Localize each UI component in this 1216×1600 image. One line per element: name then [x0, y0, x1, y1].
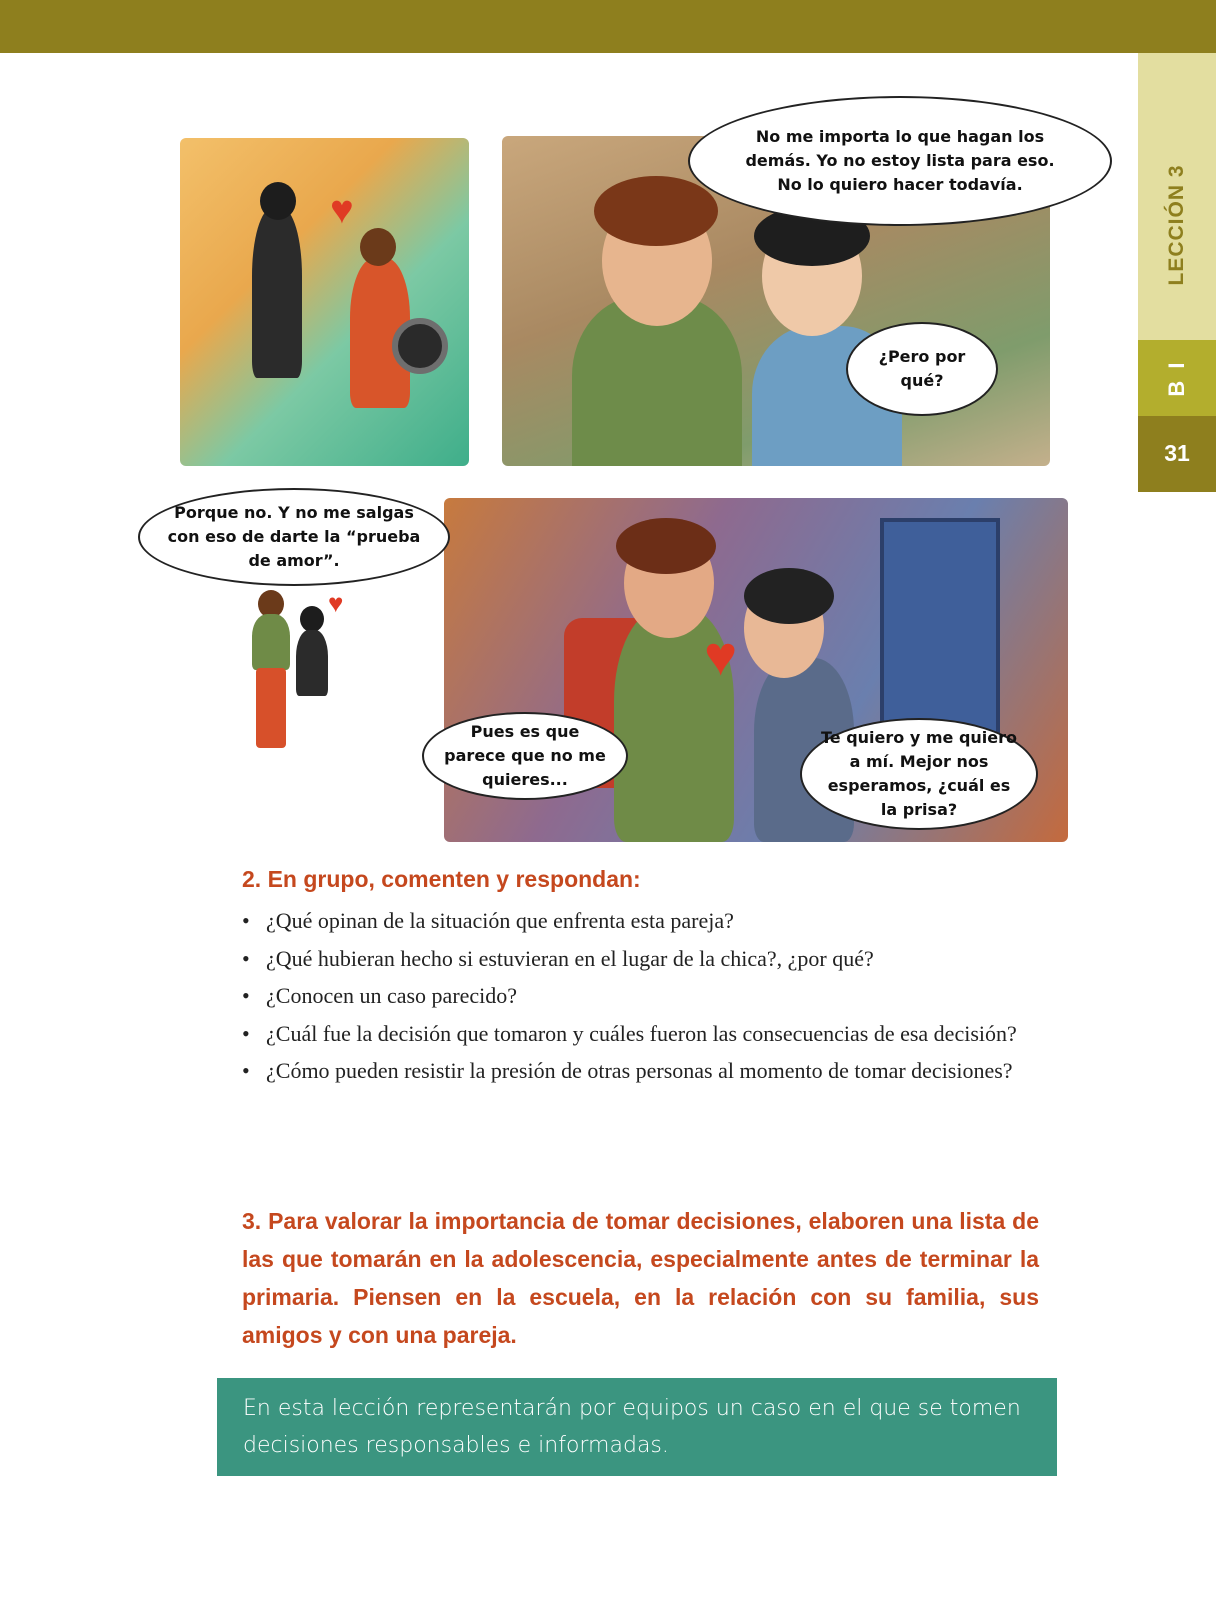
- list-item: • ¿Cómo pueden resistir la presión de otras personas al momento de tomar decisiones?: [242, 1058, 1013, 1083]
- walking-couple: [236, 590, 376, 810]
- comic-panel-bus: [180, 138, 469, 466]
- girl-figure: [252, 208, 302, 378]
- boy-hair: [594, 176, 718, 246]
- heart-balloon-icon: ♥: [328, 588, 344, 618]
- boy-legs: [256, 668, 286, 748]
- activity-2-title: 2. En grupo, comenten y respondan:: [242, 866, 641, 892]
- speech-bubble: Porque no. Y no me salgas con eso de darte la “prueba de amor”.: [138, 488, 450, 586]
- boy-head: [360, 228, 396, 266]
- question-list: [242, 902, 1039, 1090]
- question-text: ¿Cuál fue la decisión que tomaron y cuáles fueron las consecuencias de esa decisión?: [266, 1020, 1017, 1046]
- list-item: • ¿Qué hubieran hecho si estuvieran en el lugar de la chica?, ¿por qué?: [242, 945, 874, 971]
- lesson-tab: [1138, 53, 1216, 340]
- lesson-goal-text: En esta lección representarán por equipos un caso en el que se tomen decisiones responsables e informadas.: [243, 1396, 1021, 1458]
- list-item: • ¿Qué opinan de la situación que enfrenta esta pareja?: [242, 908, 734, 933]
- boy-body: [252, 614, 290, 670]
- heart-balloon-icon: ♥: [330, 188, 354, 232]
- boy-hair: [616, 518, 716, 574]
- question-text: ¿Qué hubieran hecho si estuvieran en el lugar de la chica?, ¿por qué?: [266, 945, 874, 971]
- question-text: ¿Conocen un caso parecido?: [266, 983, 518, 1008]
- block-label: B I: [1164, 359, 1189, 397]
- list-item: • ¿Cuál fue la decisión que tomaron y cuáles fueron las consecuencias de esa decisión?: [242, 1020, 1017, 1046]
- question-text: ¿Qué opinan de la situación que enfrenta esta pareja?: [266, 908, 734, 933]
- question-text: ¿Cómo pueden resistir la presión de otras personas al momento de tomar decisiones?: [266, 1058, 1013, 1083]
- page-number-tab: [1138, 416, 1216, 492]
- girl-head: [300, 606, 324, 632]
- heart-icon: ♥: [704, 624, 738, 687]
- speech-bubble: Pues es que parece que no me quieres...: [422, 712, 628, 800]
- speech-bubble: No me importa lo que hagan los demás. Yo no estoy lista para eso. No lo quiero hacer todavía.: [688, 96, 1112, 226]
- page-number: 31: [1164, 440, 1190, 466]
- girl-body: [296, 630, 328, 696]
- block-tab: [1138, 340, 1216, 416]
- lesson-goal-box: [217, 1378, 1057, 1476]
- bus-wheel: [392, 318, 448, 374]
- list-item: • ¿Conocen un caso parecido?: [242, 983, 518, 1008]
- girl-hair: [744, 568, 834, 624]
- girl-head: [260, 182, 296, 220]
- speech-bubble: ¿Pero por qué?: [846, 322, 998, 416]
- top-color-bar: [0, 0, 1216, 53]
- activity-3-text: 3. Para valorar la importancia de tomar decisiones, elaboren una lista de las que tomarán en la adolescencia, especialmente antes de terminar la primaria. Piensen en la escuela, en la relación con su familia, sus amigos y con una pareja.: [242, 1208, 1039, 1348]
- lesson-label: LECCIÓN 3: [1165, 164, 1188, 286]
- speech-bubble: Te quiero y me quiero a mí. Mejor nos esperamos, ¿cuál es la prisa?: [800, 718, 1038, 830]
